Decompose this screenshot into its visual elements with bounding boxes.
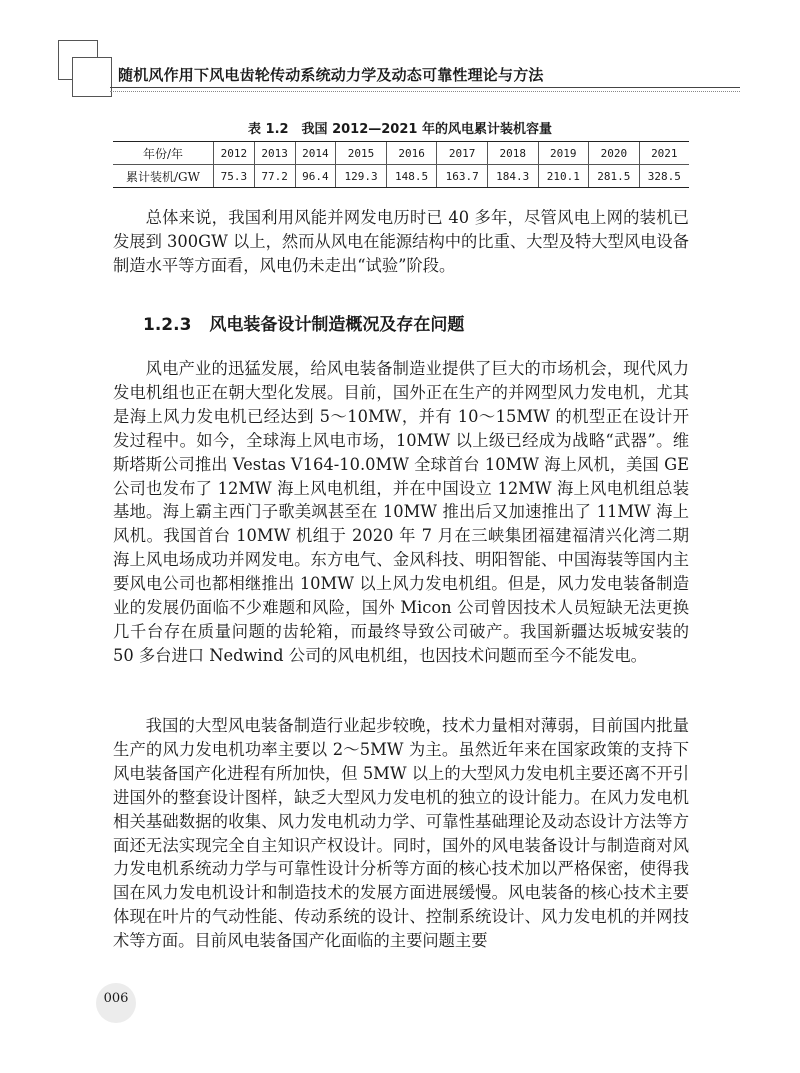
capacity-cell: 96.4 [295, 165, 336, 188]
section-title: 风电装备设计制造概况及存在问题 [209, 315, 465, 335]
capacity-cell: 328.5 [639, 165, 689, 188]
year-cell: 2017 [437, 142, 488, 165]
header-rule [110, 87, 740, 88]
capacity-cell: 163.7 [437, 165, 488, 188]
section-number: 1.2.3 [143, 315, 192, 335]
capacity-row [113, 165, 689, 188]
year-cell: 2013 [254, 142, 295, 165]
capacity-cell: 184.3 [487, 165, 538, 188]
paragraph-summary: 总体来说，我国利用风能并网发电历时已 40 多年，尽管风电上网的装机已发展到 300GW 以上，然而从风电在能源结构中的比重、大型及特大型风电设备制造水平等方面看，风电仍未走出“试验”阶段。 [113, 208, 689, 275]
header-rule-dotted [110, 91, 740, 92]
capacity-cell: 148.5 [386, 165, 437, 188]
year-cell: 2020 [589, 142, 640, 165]
page-number: 006 [103, 991, 129, 1006]
running-title: 随机风作用下风电齿轮传动系统动力学及动态可靠性理论与方法 [118, 66, 544, 84]
row-header-capacity: 累计装机/GW [113, 165, 214, 188]
year-cell: 2016 [386, 142, 437, 165]
year-cell: 2015 [336, 142, 387, 165]
capacity-cell: 129.3 [336, 165, 387, 188]
paragraph-industry-overview: 风电产业的迅猛发展，给风电装备制造业提供了巨大的市场机会，现代风力发电机组也正在朝大型化发展。目前，国外正在生产的并网型风力发电机，尤其是海上风力发电机已经达到 5～10MW，并有 10～15MW 的机型正在设计开发过程中。如今，全球海上风电市场，10MW 以上级已经成为战略“武器”。维斯塔斯公司推出 Vestas V164-10.0MW 全球首台 10MW 海上风机，美国 GE 公司也发布了 12MW 海上风电机组，并在中国设立 12MW 海上风电机组总装基地。海上霸主西门子歌美飒甚至在 10MW 推出后又加速推出了 11MW 海上风机。我国首台 10MW 机组于 2020 年 7 月在三峡集团福建福清兴化湾二期海上风电场成功并网发电。东方电气、金风科技、明阳智能、中国海装等国内主要风电公司也都相继推出 10MW 以上风力发电机组。但是，风力发电装备制造业的发展仍面临不少难题和风险，国外 Micon 公司曾因技术人员短缺无法更换几千台存在质量问题的齿轮箱，而最终导致公司破产。我国新疆达坂城安装的 50 多台进口 Nedwind 公司的风电机组，也因技术问题而至今不能发电。 [113, 359, 689, 665]
year-cell: 2018 [487, 142, 538, 165]
year-cell: 2012 [214, 142, 255, 165]
capacity-table [113, 141, 689, 188]
year-row [113, 142, 689, 165]
capacity-cell: 281.5 [589, 165, 640, 188]
capacity-cell: 77.2 [254, 165, 295, 188]
section-heading [143, 310, 464, 335]
capacity-cell: 210.1 [538, 165, 589, 188]
year-cell: 2019 [538, 142, 589, 165]
row-header-year: 年份/年 [113, 142, 214, 165]
year-cell: 2014 [295, 142, 336, 165]
header-ornament-square-front [72, 57, 112, 97]
capacity-cell: 75.3 [214, 165, 255, 188]
paragraph-domestic-status: 我国的大型风电装备制造行业起步较晚，技术力量相对薄弱，目前国内批量生产的风力发电机功率主要以 2～5MW 为主。虽然近年来在国家政策的支持下风电装备国产化进程有所加快，但 5MW 以上的大型风力发电机主要还离不开引进国外的整套设计图样，缺乏大型风力发电机的独立的设计能力。在风力发电机相关基础数据的收集、风力发电机动力学、可靠性基础理论及动态设计方法等方面还无法实现完全自主知识产权设计。同时，国外的风电装备设计与制造商对风力发电机系统动力学与可靠性设计分析等方面的核心技术加以严格保密，使得我国在风力发电机设计和制造技术的发展方面进展缓慢。风电装备的核心技术主要体现在叶片的气动性能、传动系统的设计、控制系统设计、风力发电机的并网技术等方面。目前风电装备国产化面临的主要问题主要 [113, 716, 689, 951]
table-caption: 表 1.2 我国 2012—2021 年的风电累计装机容量 [248, 122, 552, 137]
year-cell: 2021 [639, 142, 689, 165]
